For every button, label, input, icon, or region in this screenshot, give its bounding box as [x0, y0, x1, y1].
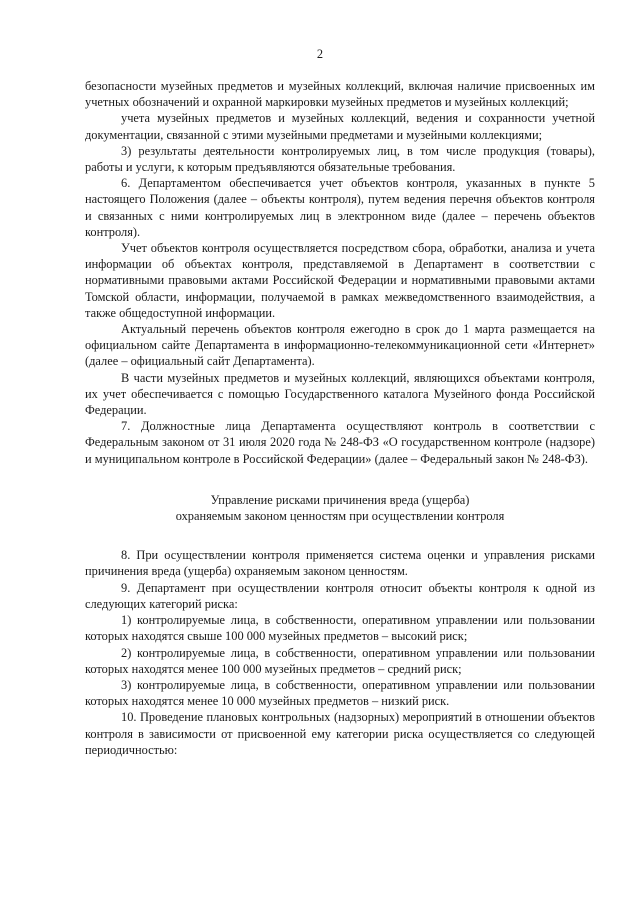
paragraph: Актуальный перечень объектов контроля ежегодно в срок до 1 марта размещается на официальном сайте Департамента в информационно-телекоммуникационной сети «Интернет» (далее – официальный сайт Департамента). — [85, 322, 595, 369]
paragraph: 2) контролируемые лица, в собственности, оперативном управлении или пользовании которых находятся менее 100 000 музейных предметов – средний риск; — [85, 645, 595, 676]
section-heading-line-2: охраняемым законом ценностям при осуществлении контроля — [175, 509, 505, 524]
section-heading-line-1: Управление рисками причинения вреда (ущерба) — [210, 492, 470, 507]
paragraph: 1) контролируемые лица, в собственности, оперативном управлении или пользовании которых находятся свыше 100 000 музейных предметов – высокий риск; — [85, 613, 595, 644]
paragraph: 7. Должностные лица Департамента осуществляют контроль в соответствии с Федеральным законом от 31 июля 2020 года № 248-ФЗ «О государственном контроле (надзоре) и муниципальном контроле в Российской Федерации» (далее – Федеральный закон № 248-ФЗ). — [85, 419, 595, 466]
paragraph: 10. Проведение плановых контрольных (надзорных) мероприятий в отношении объектов контроля в зависимости от присвоенной ему категории риска осуществляется со следующей периодичностью: — [85, 710, 595, 757]
paragraph: учета музейных предметов и музейных коллекций, ведения и сохранности учетной документации, связанной с этими музейными предметами и музейными коллекциями; — [85, 111, 595, 142]
paragraph: безопасности музейных предметов и музейных коллекций, включая наличие присвоенных им учетных обозначений и охранной маркировки музейных предметов и музейных коллекций; — [85, 79, 595, 110]
paragraph: Учет объектов контроля осуществляется посредством сбора, обработки, анализа и учета информации об объектах контроля, представляемой в Департамент в соответствии с нормативными правовыми актами Российской Федерации и нормативными правовыми актами Томской области, информации, получаемой в рамках межведомственного взаимодействия, а также общедоступной информации. — [85, 241, 595, 320]
paragraph: 9. Департамент при осуществлении контроля относит объекты контроля к одной из следующих категорий риска: — [85, 580, 595, 611]
paragraph: 3) результаты деятельности контролируемых лиц, в том числе продукция (товары), работы и услуги, к которым предъявляются обязательные требования. — [85, 143, 595, 175]
paragraph: 6. Департаментом обеспечивается учет объектов контроля, указанных в пункте 5 настоящего Положения (далее – объекты контроля), путем ведения перечня объектов контроля и связанных с ними контролируемых лиц в электронном виде (далее – перечень объектов контроля). — [85, 176, 595, 239]
paragraph: В части музейных предметов и музейных коллекций, являющихся объектами контроля, их учет обеспечивается с помощью Государственного каталога Музейного фонда Российской Федерации. — [85, 370, 595, 418]
paragraph: 3) контролируемые лица, в собственности, оперативном управлении или пользовании которых находятся менее 10 000 музейных предметов – низкий риск. — [85, 677, 595, 709]
paragraph: 8. При осуществлении контроля применяется система оценки и управления рисками причинения вреда (ущерба) охраняемым законом ценностям. — [85, 548, 595, 579]
document-body — [85, 78, 595, 758]
section-heading — [85, 492, 595, 524]
page-number: 2 — [316, 47, 324, 61]
